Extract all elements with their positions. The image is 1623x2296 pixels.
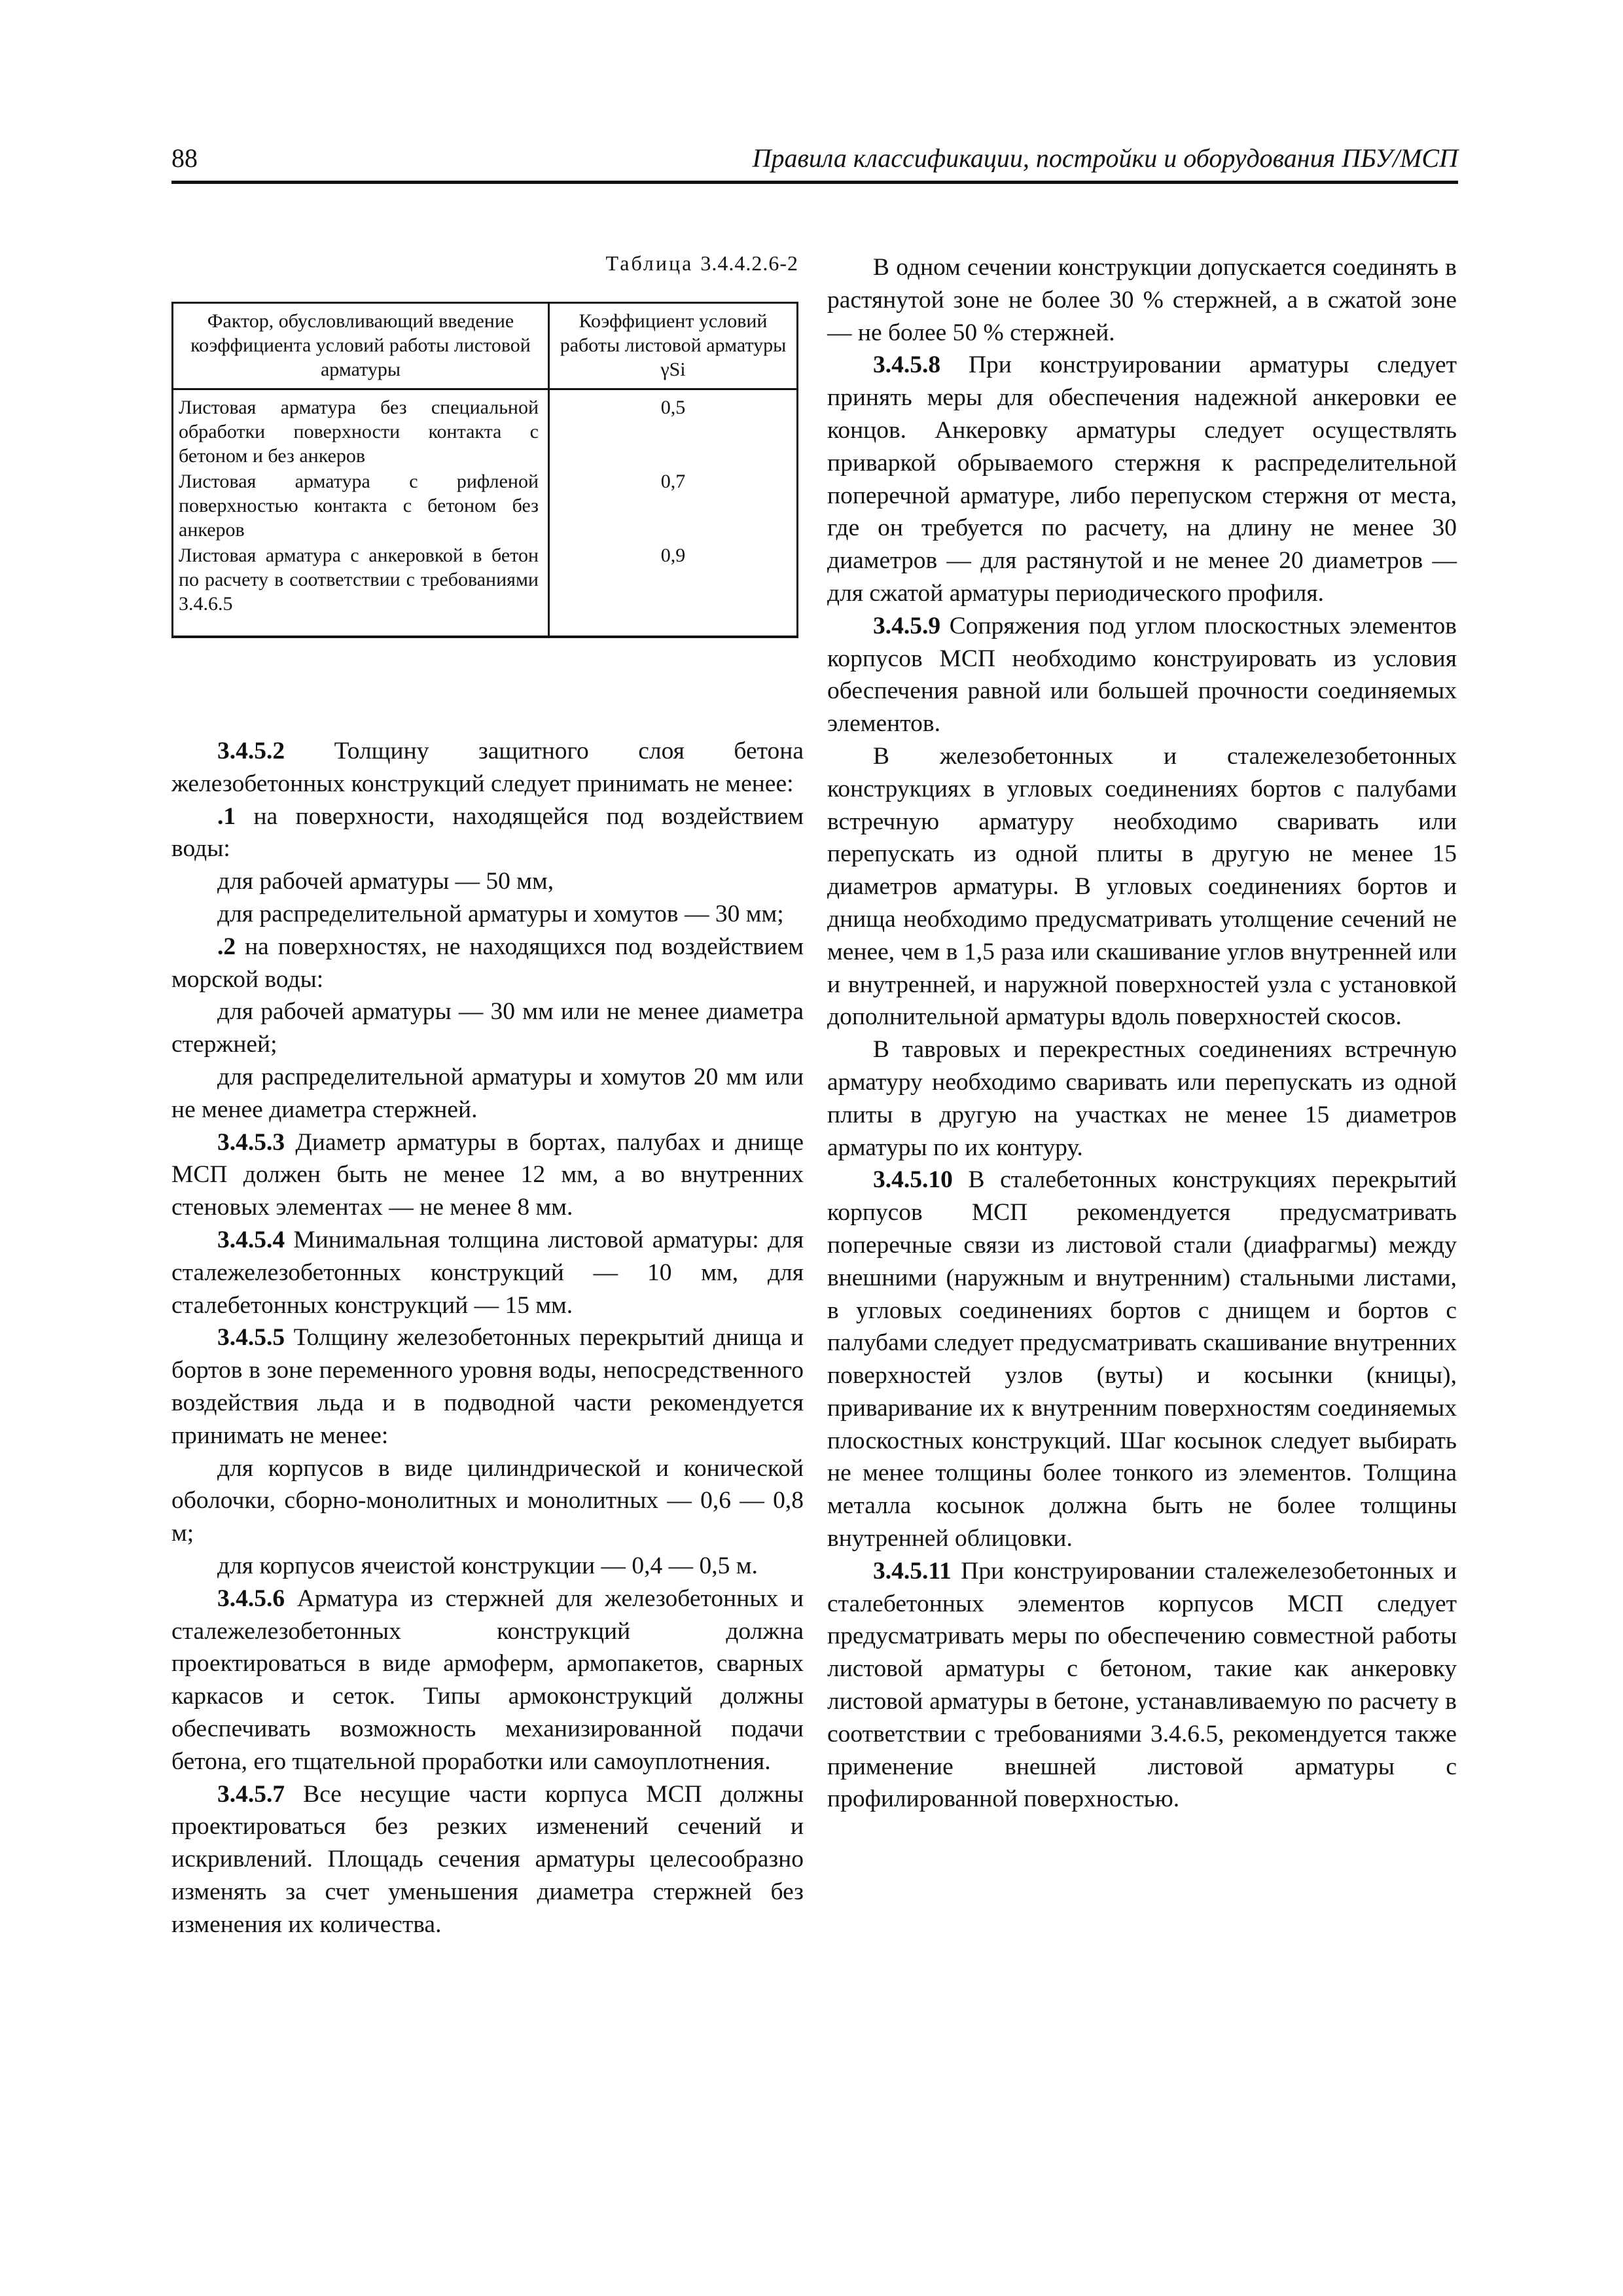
clause-3-4-5-7: 3.4.5.7 Все несущие части корпуса МСП должны проектироваться без резких изменений сечений и искривлений. Площадь сечения арматуры целесообразно изменять за счет уменьшения диаметра стержней без изменения их количества. <box>171 1780 804 1938</box>
text-paragraph: В железобетонных и сталежелезобетонных конструкциях в угловых соединениях бортов с палубами встречную арматуру необходимо сваривать или перепускать из одной плиты в другую не менее 15 диаметров арматуры. В угловых соединениях бортов и днища необходимо предусматривать утолщение сечений не менее, чем в 1,5 раза или скашивание углов внутренней или и внутренней, и наружной поверхностей узла с установкой дополнительной арматуры вдоль поверхностей скосов. <box>827 742 1457 1031</box>
table-caption <box>171 251 798 276</box>
clause-3-4-5-8: 3.4.5.8 При конструировании арматуры следует принять меры для обеспечения надежной анкеровки ее концов. Анкеровку арматуры следует осуществлять приваркой обрываемого стержня к распределительной поперечной арматуре, либо перепуском стержня от места, где он требуется по расчету, на длину не менее 30 диаметров — для растянутой и не менее 20 диаметров — для сжатой арматуры периодического профиля. <box>827 351 1457 607</box>
table-caption-number: 3.4.4.2.6-2 <box>700 251 798 275</box>
clause-3-4-5-5: 3.4.5.5 Толщину железобетонных перекрытий днища и бортов в зоне переменного уровня воды, непосредственного воздействия льда и в подводной части рекомендуется принимать не менее: <box>171 1324 804 1449</box>
item-1: .1 на поверхности, находящейся под воздействием воды: <box>171 802 804 863</box>
table-header-row <box>173 303 798 389</box>
clause-3-4-5-11: 3.4.5.11 При конструировании сталежелезобетонных и сталебетонных элементов корпусов МСП следует предусматривать меры по обеспечению совместной работы листовой арматуры с бетоном, такие как анкеровку листовой арматуры в бетоне, устанавливаемую по расчету в соответствии с требованиями 3.4.6.5, рекомендуется также применение внешней листовой арматуры с профилированной поверхностью. <box>827 1557 1457 1813</box>
table-row <box>173 468 798 542</box>
table-row <box>173 389 798 469</box>
text-paragraph: для корпусов в виде цилиндрической и конической оболочки, сборно-монолитных и монолитных — 0,6 — 0,8 м; <box>171 1454 804 1547</box>
table-cell-factor: Листовая арматура с анкеровкой в бетон по расчету в соответствии с требованиями 3.4.6.5 <box>173 542 549 637</box>
running-header <box>171 139 1458 184</box>
table-row <box>173 542 798 637</box>
clause-3-4-5-2: 3.4.5.2 Толщину защитного слоя бетона железобетонных конструкций следует принимать не менее: <box>171 738 804 797</box>
clause-3-4-5-9: 3.4.5.9 Сопряжения под углом плоскостных элементов корпусов МСП необходимо конструировать из условия обеспечения равной или большей прочности соединяемых элементов. <box>827 612 1457 738</box>
coefficient-table <box>171 302 798 638</box>
table-caption-word: Таблица <box>605 251 694 275</box>
table-cell-value: 0,5 <box>549 389 798 469</box>
table-header-coefficient: Коэффициент условий работы листовой арматуры γSi <box>549 303 798 389</box>
right-column <box>827 251 1457 1816</box>
clause-3-4-5-3: 3.4.5.3 Диаметр арматуры в бортах, палубах и днище МСП должен быть не менее 12 мм, а во внутренних стеновых элементах — не менее 8 мм. <box>171 1128 804 1221</box>
clause-3-4-5-4: 3.4.5.4 Минимальная толщина листовой арматуры: для сталежелезобетонных конструкций — 10 мм, для сталебетонных конструкций — 15 мм. <box>171 1226 804 1319</box>
table-cell-value: 0,9 <box>549 542 798 637</box>
table-cell-factor: Листовая арматура без специальной обработки поверхности контакта с бетоном и без анкеров <box>173 389 549 469</box>
text-paragraph: В тавровых и перекрестных соединениях встречную арматуру необходимо сваривать или перепускать из одной плиты в другую на участках не менее 15 диаметров арматуры по их контуру. <box>827 1036 1457 1161</box>
table-cell-value: 0,7 <box>549 468 798 542</box>
text-paragraph: для корпусов ячеистой конструкции — 0,4 — 0,5 м. <box>217 1552 758 1579</box>
table-header-factor: Фактор, обусловливающий введение коэффициента условий работы листовой арматуры <box>173 303 549 389</box>
clause-3-4-5-6: 3.4.5.6 Арматура из стержней для железобетонных и сталежелезобетонных конструкций должна проектироваться в виде армоферм, армопакетов, сварных каркасов и сеток. Типы армоконструкций должны обеспечивать возможность механизированной подачи бетона, его тщательной проработки или самоуплотнения. <box>171 1585 804 1775</box>
left-column <box>171 251 804 1941</box>
text-paragraph: для рабочей арматуры — 30 мм или не менее диаметра стержней; <box>171 998 804 1058</box>
item-2: .2 на поверхностях, не находящихся под воздействием морской воды: <box>171 933 804 993</box>
table-cell-factor: Листовая арматура с рифленой поверхностью контакта с бетоном без анкеров <box>173 468 549 542</box>
clause-3-4-5-10: 3.4.5.10 В сталебетонных конструкциях перекрытий корпусов МСП рекомендуется предусматривать поперечные связи из листовой стали (диафрагмы) между внешними (наружным и внутренним) стальными листами, в угловых соединениях бортов с днищем и бортов с палубами следует предусматривать скашивание внутренних поверхностей узлов (вуты) и косынки (кницы), приваривание их к внутренним поверхностям соединяемых плоскостных конструкций. Шаг косынок следует выбирать не менее толщины более тонкого из элементов. Толщина металла косынок должна быть не более толщины внутренней облицовки. <box>827 1166 1457 1552</box>
text-paragraph: для распределительной арматуры и хомутов 20 мм или не менее диаметра стержней. <box>171 1063 804 1123</box>
running-title: Правила классификации, постройки и оборудования ПБУ/МСП <box>752 143 1458 173</box>
text-paragraph: для распределительной арматуры и хомутов — 30 мм; <box>217 900 784 927</box>
page-number: 88 <box>171 143 198 173</box>
text-paragraph: для рабочей арматуры — 50 мм, <box>217 868 554 895</box>
text-paragraph: В одном сечении конструкции допускается соединять в растянутой зоне не более 30 % стержней, а в сжатой зоне — не более 50 % стержней. <box>827 254 1457 346</box>
